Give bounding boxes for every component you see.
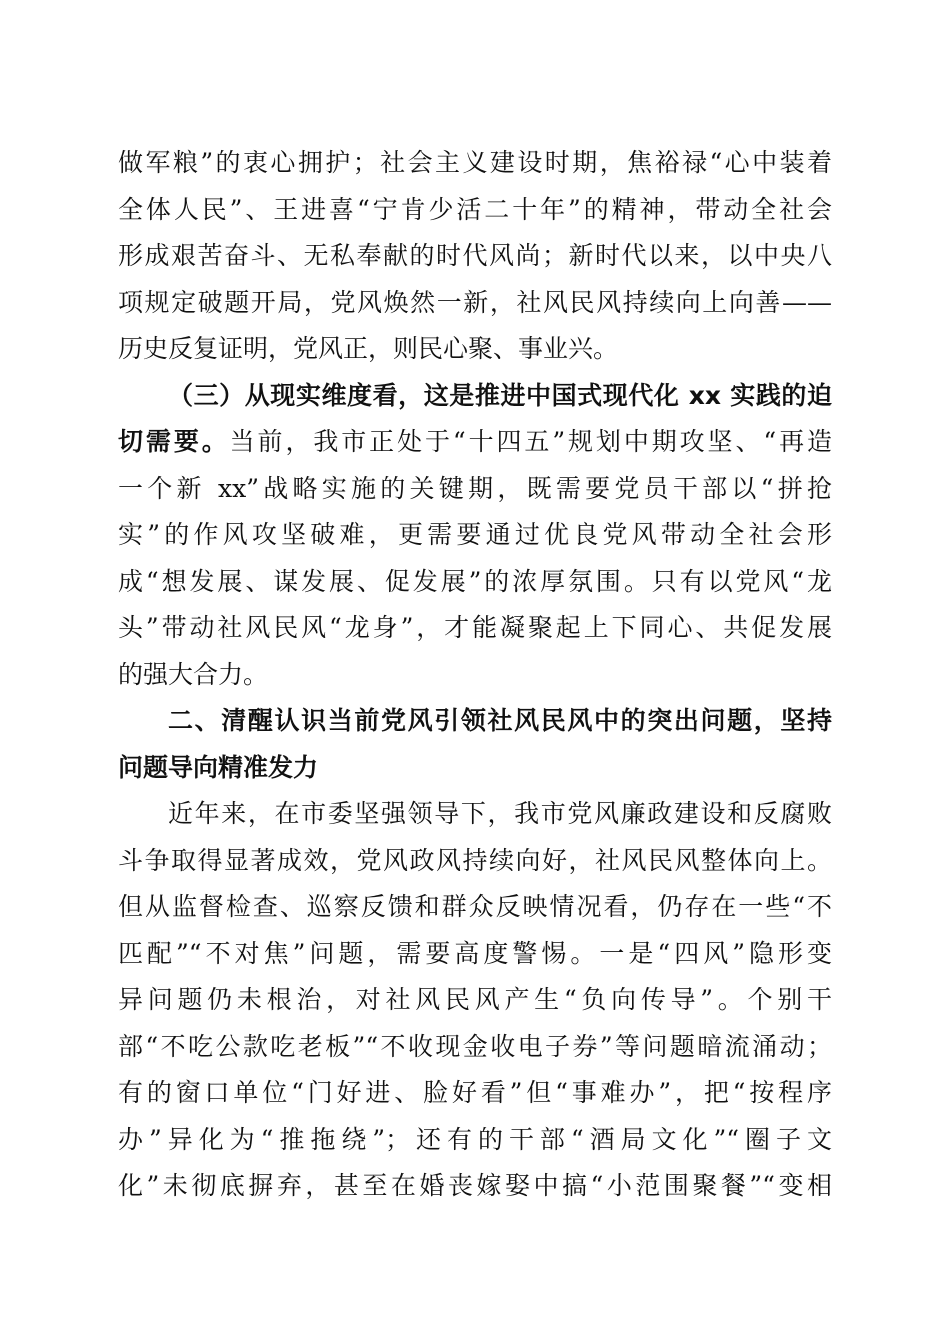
text-line: 成“想发展、谋发展、促发展”的浓厚氛围。只有以党风“龙 — [118, 566, 832, 596]
text-line: 头”带动社风民风“龙身”，才能凝聚起上下同心、共促发展 — [118, 613, 832, 642]
paragraph-history — [118, 140, 832, 373]
paragraph-reality — [118, 373, 832, 699]
text-line: 做军粮”的衷心拥护；社会主义建设时期，焦裕禄“心中装着 — [118, 148, 832, 177]
text-line: 化”未彻底摒弃，甚至在婚丧嫁娶中搞“小范围聚餐”“变相 — [118, 1171, 832, 1200]
heading-line: 问题导向精准发力 — [118, 752, 319, 782]
text-line: 形成艰苦奋斗、无私奉献的时代风尚；新时代以来，以中央八 — [118, 241, 832, 270]
heading-line: 二、清醒认识当前党风引领社风民风中的突出问题，坚持 — [168, 706, 832, 735]
text-span: 当前，我市正处于“十四五”规划中期攻坚、“再造 — [229, 427, 832, 456]
text-line: 异问题仍未根治，对社风民风产生“负向传导”。个别干 — [118, 985, 832, 1014]
text-line: 但从监督检查、巡察反馈和群众反映情况看，仍存在一些“不 — [118, 892, 832, 921]
text-line: 实”的作风攻坚破难，更需要通过优良党风带动全社会形 — [118, 520, 832, 549]
document-body — [118, 140, 832, 1210]
text-line — [118, 419, 832, 466]
paragraph-problems — [118, 791, 832, 1210]
text-line: 办”异化为“推拖绕”；还有的干部“酒局文化”“圈子文 — [118, 1124, 832, 1154]
text-line: 历史反复证明，党风正，则民心聚、事业兴。 — [118, 334, 619, 363]
text-line: 的强大合力。 — [118, 659, 269, 689]
text-line: 项规定破题开局，党风焕然一新，社风民风持续向上向善—— — [118, 287, 832, 317]
subheading-tail: 切需要。 — [118, 427, 230, 456]
text-line: 一个新 xx”战略实施的关键期，既需要党员干部以“拼抢 — [118, 473, 832, 503]
text-line: 匹配”“不对焦”问题，需要高度警惕。一是“四风”隐形变 — [118, 938, 832, 968]
subheading-line: （三）从现实维度看，这是推进中国式现代化 xx 实践的迫 — [168, 380, 832, 410]
section-heading — [118, 698, 832, 791]
text-line: 全体人民”、王进喜“宁肯少活二十年”的精神，带动全社会 — [118, 194, 832, 224]
text-line: 有的窗口单位“门好进、脸好看”但“事难办”，把“按程序 — [118, 1078, 832, 1107]
text-line: 近年来，在市委坚强领导下，我市党风廉政建设和反腐败 — [168, 799, 832, 828]
text-line: 斗争取得显著成效，党风政风持续向好，社风民风整体向上。 — [118, 845, 832, 875]
text-line: 部“不吃公款吃老板”“不收现金收电子券”等问题暗流涌动； — [118, 1031, 832, 1061]
